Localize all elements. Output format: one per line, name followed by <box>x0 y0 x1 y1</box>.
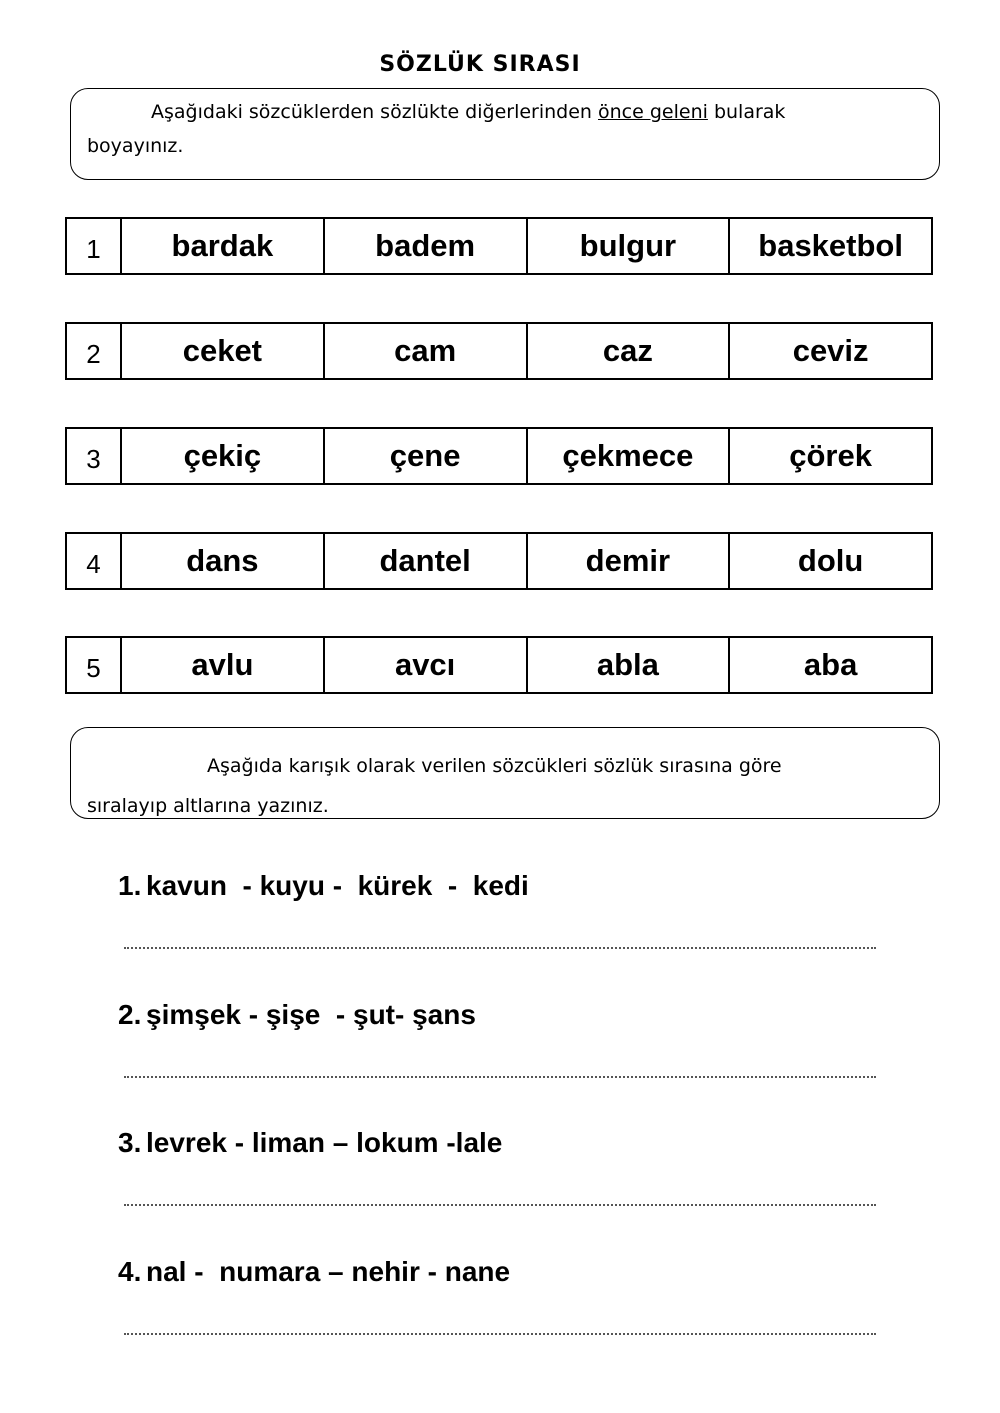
item-text: nal - numara – nehir - nane <box>146 1256 511 1287</box>
instruction-1-line-1 <box>87 95 913 129</box>
word-row-5 <box>65 636 933 694</box>
exercise-item-1 <box>118 870 529 902</box>
word-cell[interactable]: dantel <box>325 534 528 588</box>
row-number: 4 <box>67 534 122 588</box>
word-row-4 <box>65 532 933 590</box>
exercise-item-2 <box>118 999 476 1031</box>
word-cell[interactable]: caz <box>528 324 731 378</box>
item-text: levrek - liman – lokum -lale <box>146 1127 503 1158</box>
instruction-1-line-2: boyayınız. <box>87 135 184 157</box>
item-number: 4. <box>118 1256 142 1287</box>
instruction-1-before: Aşağıdaki sözcüklerden sözlükte diğerlerinden <box>151 101 592 123</box>
instruction-1-underlined: önce geleni <box>598 101 708 123</box>
instruction-box-2 <box>70 727 940 819</box>
word-cell[interactable]: badem <box>325 219 528 273</box>
word-cell[interactable]: basketbol <box>758 228 903 263</box>
word-row-2 <box>65 322 933 380</box>
exercise-item-4 <box>118 1256 510 1288</box>
item-text: şimşek - şişe - şut- şans <box>146 999 476 1030</box>
page-title: SÖZLÜK SIRASI <box>379 52 581 77</box>
answer-line-1[interactable] <box>124 947 876 949</box>
instruction-2-line-2: sıralayıp altlarına yazınız. <box>87 795 329 817</box>
word-cell[interactable]: ceket <box>122 324 325 378</box>
word-row-1 <box>65 217 933 275</box>
word-cell[interactable]: bulgur <box>528 219 731 273</box>
row-number: 2 <box>67 324 122 378</box>
word-cell[interactable]: bardak <box>122 219 325 273</box>
item-number: 2. <box>118 999 142 1030</box>
item-number: 3. <box>118 1127 142 1158</box>
word-cell[interactable]: avlu <box>122 638 325 692</box>
word-cell[interactable]: çene <box>325 429 528 483</box>
word-cell[interactable]: aba <box>803 647 858 682</box>
instruction-1-after: bularak <box>713 101 786 123</box>
word-cell[interactable]: avcı <box>325 638 528 692</box>
word-cell[interactable]: cam <box>325 324 528 378</box>
row-number: 1 <box>67 219 122 273</box>
word-cell[interactable]: demir <box>528 534 731 588</box>
word-cell[interactable]: dolu <box>797 543 864 578</box>
word-cell[interactable]: çekiç <box>122 429 325 483</box>
word-cell[interactable]: ceviz <box>792 333 869 368</box>
word-row-3 <box>65 427 933 485</box>
exercise-item-3 <box>118 1127 502 1159</box>
row-number: 5 <box>67 638 122 692</box>
answer-line-2[interactable] <box>124 1076 876 1078</box>
instruction-2-line-1: Aşağıda karışık olarak verilen sözcükleri sözlük sırasına göre <box>207 755 782 777</box>
answer-line-4[interactable] <box>124 1333 876 1335</box>
instruction-box-1 <box>70 88 940 180</box>
answer-line-3[interactable] <box>124 1204 876 1206</box>
item-number: 1. <box>118 870 142 901</box>
word-cell[interactable]: çekmece <box>528 429 731 483</box>
word-cell[interactable]: çörek <box>789 438 872 473</box>
row-number: 3 <box>67 429 122 483</box>
word-cell[interactable]: abla <box>528 638 731 692</box>
item-text: kavun - kuyu - kürek - kedi <box>146 870 529 901</box>
word-cell[interactable]: dans <box>122 534 325 588</box>
